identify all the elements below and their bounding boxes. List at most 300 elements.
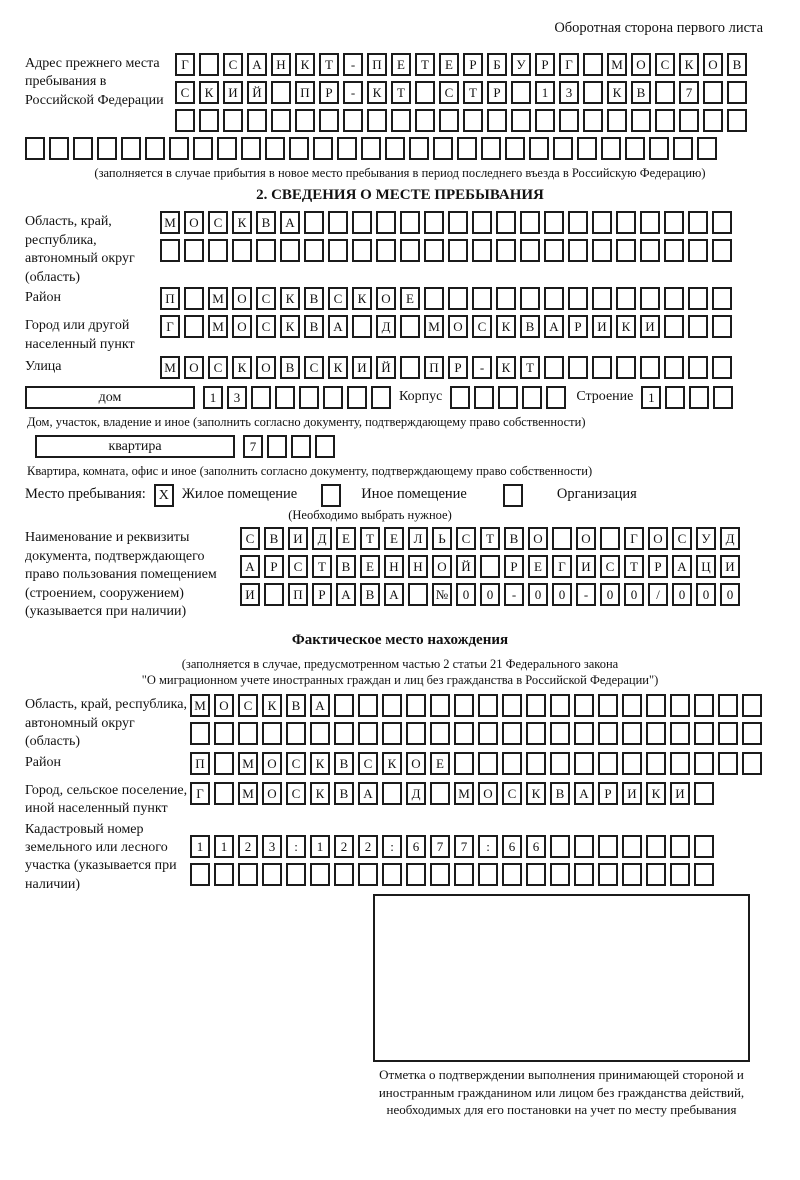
char-cell[interactable] <box>430 782 450 805</box>
char-cell[interactable] <box>646 835 666 858</box>
char-cell[interactable] <box>544 356 564 379</box>
char-cell[interactable]: В <box>727 53 747 76</box>
char-cell[interactable]: К <box>262 694 282 717</box>
char-cell[interactable] <box>616 287 636 310</box>
char-cell[interactable] <box>688 239 708 262</box>
char-cell[interactable]: - <box>343 53 363 76</box>
char-cell[interactable] <box>670 722 690 745</box>
char-cell[interactable] <box>526 694 546 717</box>
char-cell[interactable]: И <box>352 356 372 379</box>
char-cell[interactable]: О <box>262 782 282 805</box>
char-cell[interactable]: К <box>310 752 330 775</box>
char-cell[interactable]: А <box>384 583 404 606</box>
char-cell[interactable]: О <box>648 527 668 550</box>
char-cell[interactable]: Е <box>430 752 450 775</box>
char-cell[interactable] <box>406 863 426 886</box>
char-cell[interactable]: М <box>160 356 180 379</box>
char-cell[interactable]: А <box>336 583 356 606</box>
char-cell[interactable]: 7 <box>243 435 263 458</box>
char-cell[interactable] <box>199 109 219 132</box>
char-cell[interactable]: Й <box>376 356 396 379</box>
char-cell[interactable] <box>400 239 420 262</box>
char-cell[interactable] <box>553 137 573 160</box>
checkbox-zhiloe[interactable]: X <box>154 484 174 507</box>
char-cell[interactable] <box>472 211 492 234</box>
char-cell[interactable] <box>280 239 300 262</box>
char-cell[interactable] <box>334 863 354 886</box>
char-cell[interactable]: С <box>655 53 675 76</box>
char-cell[interactable]: Т <box>312 555 332 578</box>
char-cell[interactable]: К <box>646 782 666 805</box>
char-cell[interactable]: А <box>672 555 692 578</box>
char-cell[interactable] <box>664 239 684 262</box>
char-cell[interactable]: 1 <box>214 835 234 858</box>
char-cell[interactable] <box>184 315 204 338</box>
char-cell[interactable]: К <box>616 315 636 338</box>
char-cell[interactable] <box>583 109 603 132</box>
char-cell[interactable] <box>190 863 210 886</box>
char-cell[interactable] <box>646 694 666 717</box>
char-cell[interactable]: К <box>526 782 546 805</box>
char-cell[interactable]: И <box>670 782 690 805</box>
char-cell[interactable] <box>550 722 570 745</box>
char-cell[interactable]: О <box>214 694 234 717</box>
char-cell[interactable] <box>502 752 522 775</box>
char-cell[interactable] <box>631 109 651 132</box>
char-cell[interactable] <box>334 694 354 717</box>
char-cell[interactable] <box>214 863 234 886</box>
char-cell[interactable]: Р <box>463 53 483 76</box>
char-cell[interactable] <box>478 694 498 717</box>
char-cell[interactable] <box>625 137 645 160</box>
char-cell[interactable] <box>607 109 627 132</box>
checkbox-org[interactable] <box>503 484 523 507</box>
char-cell[interactable] <box>295 109 315 132</box>
char-cell[interactable] <box>544 287 564 310</box>
char-cell[interactable]: С <box>208 211 228 234</box>
char-cell[interactable]: О <box>376 287 396 310</box>
char-cell[interactable]: Г <box>559 53 579 76</box>
char-cell[interactable]: М <box>607 53 627 76</box>
char-cell[interactable]: Т <box>391 81 411 104</box>
char-cell[interactable] <box>712 287 732 310</box>
char-cell[interactable]: О <box>448 315 468 338</box>
char-cell[interactable]: С <box>328 287 348 310</box>
char-cell[interactable] <box>742 694 762 717</box>
char-cell[interactable] <box>315 435 335 458</box>
char-cell[interactable]: И <box>288 527 308 550</box>
char-cell[interactable]: Г <box>175 53 195 76</box>
char-cell[interactable] <box>454 752 474 775</box>
char-cell[interactable]: С <box>304 356 324 379</box>
char-cell[interactable] <box>376 211 396 234</box>
char-cell[interactable]: Т <box>520 356 540 379</box>
char-cell[interactable] <box>592 211 612 234</box>
char-cell[interactable] <box>352 315 372 338</box>
char-cell[interactable]: М <box>190 694 210 717</box>
char-cell[interactable] <box>574 722 594 745</box>
char-cell[interactable]: Ц <box>696 555 716 578</box>
char-cell[interactable]: В <box>334 752 354 775</box>
char-cell[interactable] <box>448 239 468 262</box>
char-cell[interactable] <box>358 722 378 745</box>
char-cell[interactable] <box>328 211 348 234</box>
char-cell[interactable]: Р <box>487 81 507 104</box>
char-cell[interactable] <box>640 287 660 310</box>
char-cell[interactable] <box>577 137 597 160</box>
char-cell[interactable]: С <box>288 555 308 578</box>
char-cell[interactable]: С <box>175 81 195 104</box>
char-cell[interactable] <box>529 137 549 160</box>
char-cell[interactable] <box>478 863 498 886</box>
char-cell[interactable]: И <box>240 583 260 606</box>
char-cell[interactable] <box>160 239 180 262</box>
char-cell[interactable]: 2 <box>238 835 258 858</box>
char-cell[interactable] <box>409 137 429 160</box>
char-cell[interactable] <box>358 863 378 886</box>
char-cell[interactable]: А <box>310 694 330 717</box>
char-cell[interactable]: О <box>232 287 252 310</box>
char-cell[interactable] <box>522 386 542 409</box>
char-cell[interactable] <box>598 722 618 745</box>
char-cell[interactable]: 1 <box>641 386 661 409</box>
char-cell[interactable]: Р <box>598 782 618 805</box>
char-cell[interactable] <box>694 694 714 717</box>
char-cell[interactable] <box>496 211 516 234</box>
char-cell[interactable] <box>175 109 195 132</box>
char-cell[interactable] <box>214 752 234 775</box>
char-cell[interactable]: Н <box>408 555 428 578</box>
char-cell[interactable] <box>400 356 420 379</box>
char-cell[interactable] <box>616 239 636 262</box>
char-cell[interactable] <box>688 356 708 379</box>
char-cell[interactable]: Л <box>408 527 428 550</box>
char-cell[interactable]: С <box>358 752 378 775</box>
char-cell[interactable] <box>217 137 237 160</box>
char-cell[interactable] <box>454 722 474 745</box>
char-cell[interactable] <box>310 863 330 886</box>
char-cell[interactable] <box>256 239 276 262</box>
char-cell[interactable] <box>511 109 531 132</box>
char-cell[interactable] <box>238 722 258 745</box>
char-cell[interactable] <box>480 555 500 578</box>
char-cell[interactable] <box>688 287 708 310</box>
char-cell[interactable]: Ь <box>432 527 452 550</box>
char-cell[interactable] <box>640 356 660 379</box>
char-cell[interactable] <box>502 863 522 886</box>
char-cell[interactable] <box>169 137 189 160</box>
char-cell[interactable]: Г <box>624 527 644 550</box>
char-cell[interactable]: П <box>190 752 210 775</box>
char-cell[interactable]: И <box>720 555 740 578</box>
char-cell[interactable]: В <box>336 555 356 578</box>
char-cell[interactable] <box>544 239 564 262</box>
char-cell[interactable] <box>382 863 402 886</box>
char-cell[interactable] <box>430 694 450 717</box>
char-cell[interactable] <box>424 239 444 262</box>
char-cell[interactable]: Е <box>528 555 548 578</box>
char-cell[interactable] <box>694 863 714 886</box>
char-cell[interactable] <box>670 752 690 775</box>
char-cell[interactable]: К <box>310 782 330 805</box>
char-cell[interactable] <box>472 287 492 310</box>
char-cell[interactable] <box>289 137 309 160</box>
char-cell[interactable] <box>546 386 566 409</box>
char-cell[interactable]: М <box>424 315 444 338</box>
char-cell[interactable]: 3 <box>227 386 247 409</box>
char-cell[interactable]: К <box>367 81 387 104</box>
char-cell[interactable] <box>262 863 282 886</box>
char-cell[interactable]: С <box>439 81 459 104</box>
char-cell[interactable] <box>190 722 210 745</box>
char-cell[interactable] <box>664 211 684 234</box>
char-cell[interactable]: К <box>232 211 252 234</box>
char-cell[interactable]: М <box>454 782 474 805</box>
char-cell[interactable]: А <box>247 53 267 76</box>
char-cell[interactable] <box>415 81 435 104</box>
char-cell[interactable] <box>568 287 588 310</box>
char-cell[interactable]: С <box>223 53 243 76</box>
char-cell[interactable]: А <box>280 211 300 234</box>
char-cell[interactable]: О <box>703 53 723 76</box>
char-cell[interactable]: 1 <box>203 386 223 409</box>
char-cell[interactable] <box>184 239 204 262</box>
char-cell[interactable]: В <box>304 315 324 338</box>
char-cell[interactable] <box>694 835 714 858</box>
char-cell[interactable] <box>670 694 690 717</box>
char-cell[interactable] <box>727 109 747 132</box>
char-cell[interactable] <box>352 239 372 262</box>
char-cell[interactable]: 6 <box>502 835 522 858</box>
char-cell[interactable]: Р <box>319 81 339 104</box>
char-cell[interactable] <box>727 81 747 104</box>
char-cell[interactable] <box>622 752 642 775</box>
char-cell[interactable]: 1 <box>190 835 210 858</box>
char-cell[interactable]: К <box>295 53 315 76</box>
char-cell[interactable] <box>145 137 165 160</box>
char-cell[interactable] <box>502 694 522 717</box>
char-cell[interactable]: Т <box>624 555 644 578</box>
char-cell[interactable]: М <box>160 211 180 234</box>
char-cell[interactable]: Е <box>360 555 380 578</box>
char-cell[interactable]: М <box>238 782 258 805</box>
char-cell[interactable] <box>73 137 93 160</box>
char-cell[interactable] <box>640 211 660 234</box>
char-cell[interactable]: С <box>456 527 476 550</box>
char-cell[interactable] <box>712 211 732 234</box>
char-cell[interactable] <box>214 782 234 805</box>
char-cell[interactable]: : <box>382 835 402 858</box>
char-cell[interactable] <box>367 109 387 132</box>
char-cell[interactable] <box>742 752 762 775</box>
char-cell[interactable]: 0 <box>480 583 500 606</box>
char-cell[interactable]: О <box>184 356 204 379</box>
char-cell[interactable] <box>713 386 733 409</box>
char-cell[interactable] <box>361 137 381 160</box>
char-cell[interactable]: Г <box>160 315 180 338</box>
char-cell[interactable]: Е <box>439 53 459 76</box>
char-cell[interactable] <box>646 863 666 886</box>
char-cell[interactable]: О <box>631 53 651 76</box>
char-cell[interactable]: Д <box>312 527 332 550</box>
char-cell[interactable] <box>550 835 570 858</box>
char-cell[interactable] <box>550 863 570 886</box>
char-cell[interactable]: 0 <box>720 583 740 606</box>
char-cell[interactable] <box>382 722 402 745</box>
char-cell[interactable] <box>376 239 396 262</box>
char-cell[interactable]: 3 <box>262 835 282 858</box>
char-cell[interactable] <box>343 109 363 132</box>
char-cell[interactable]: О <box>262 752 282 775</box>
char-cell[interactable] <box>520 239 540 262</box>
char-cell[interactable]: В <box>280 356 300 379</box>
char-cell[interactable]: И <box>576 555 596 578</box>
char-cell[interactable] <box>97 137 117 160</box>
char-cell[interactable] <box>184 287 204 310</box>
char-cell[interactable]: - <box>504 583 524 606</box>
char-cell[interactable] <box>742 722 762 745</box>
char-cell[interactable] <box>454 694 474 717</box>
char-cell[interactable] <box>703 109 723 132</box>
char-cell[interactable] <box>358 694 378 717</box>
char-cell[interactable] <box>424 211 444 234</box>
char-cell[interactable]: 0 <box>456 583 476 606</box>
char-cell[interactable] <box>415 109 435 132</box>
char-cell[interactable] <box>310 722 330 745</box>
char-cell[interactable]: С <box>472 315 492 338</box>
char-cell[interactable] <box>574 863 594 886</box>
char-cell[interactable] <box>347 386 367 409</box>
char-cell[interactable]: 0 <box>552 583 572 606</box>
char-cell[interactable] <box>275 386 295 409</box>
char-cell[interactable]: Г <box>552 555 572 578</box>
char-cell[interactable] <box>550 694 570 717</box>
char-cell[interactable] <box>600 527 620 550</box>
char-cell[interactable]: В <box>520 315 540 338</box>
char-cell[interactable] <box>439 109 459 132</box>
char-cell[interactable] <box>694 722 714 745</box>
char-cell[interactable] <box>583 53 603 76</box>
char-cell[interactable]: Г <box>190 782 210 805</box>
char-cell[interactable] <box>472 239 492 262</box>
char-cell[interactable]: С <box>672 527 692 550</box>
char-cell[interactable] <box>457 137 477 160</box>
char-cell[interactable]: О <box>576 527 596 550</box>
char-cell[interactable]: / <box>648 583 668 606</box>
char-cell[interactable]: О <box>432 555 452 578</box>
char-cell[interactable] <box>304 211 324 234</box>
char-cell[interactable] <box>430 722 450 745</box>
char-cell[interactable] <box>232 239 252 262</box>
char-cell[interactable] <box>498 386 518 409</box>
char-cell[interactable] <box>712 356 732 379</box>
char-cell[interactable]: Е <box>400 287 420 310</box>
char-cell[interactable]: 6 <box>406 835 426 858</box>
char-cell[interactable] <box>400 211 420 234</box>
char-cell[interactable] <box>241 137 261 160</box>
char-cell[interactable] <box>622 863 642 886</box>
char-cell[interactable]: 1 <box>310 835 330 858</box>
char-cell[interactable]: 7 <box>454 835 474 858</box>
char-cell[interactable]: - <box>343 81 363 104</box>
char-cell[interactable] <box>496 287 516 310</box>
char-cell[interactable]: 0 <box>600 583 620 606</box>
char-cell[interactable]: У <box>511 53 531 76</box>
char-cell[interactable] <box>193 137 213 160</box>
char-cell[interactable] <box>670 835 690 858</box>
char-cell[interactable] <box>592 287 612 310</box>
char-cell[interactable]: П <box>288 583 308 606</box>
char-cell[interactable]: П <box>367 53 387 76</box>
char-cell[interactable] <box>430 863 450 886</box>
char-cell[interactable] <box>574 752 594 775</box>
char-cell[interactable] <box>718 694 738 717</box>
char-cell[interactable] <box>424 287 444 310</box>
char-cell[interactable]: Н <box>271 53 291 76</box>
char-cell[interactable] <box>371 386 391 409</box>
char-cell[interactable] <box>502 722 522 745</box>
char-cell[interactable] <box>622 694 642 717</box>
char-cell[interactable]: Р <box>312 583 332 606</box>
char-cell[interactable]: Й <box>456 555 476 578</box>
char-cell[interactable]: В <box>360 583 380 606</box>
char-cell[interactable]: № <box>432 583 452 606</box>
char-cell[interactable]: А <box>358 782 378 805</box>
char-cell[interactable]: Д <box>406 782 426 805</box>
char-cell[interactable] <box>262 722 282 745</box>
char-cell[interactable] <box>688 211 708 234</box>
char-cell[interactable] <box>25 137 45 160</box>
char-cell[interactable] <box>718 722 738 745</box>
char-cell[interactable]: В <box>334 782 354 805</box>
char-cell[interactable] <box>328 239 348 262</box>
char-cell[interactable]: Е <box>336 527 356 550</box>
char-cell[interactable] <box>496 239 516 262</box>
char-cell[interactable] <box>601 137 621 160</box>
char-cell[interactable] <box>718 752 738 775</box>
char-cell[interactable] <box>334 722 354 745</box>
char-cell[interactable] <box>478 752 498 775</box>
char-cell[interactable] <box>526 863 546 886</box>
char-cell[interactable]: Й <box>247 81 267 104</box>
char-cell[interactable]: О <box>184 211 204 234</box>
char-cell[interactable]: П <box>295 81 315 104</box>
char-cell[interactable] <box>121 137 141 160</box>
char-cell[interactable] <box>286 863 306 886</box>
char-cell[interactable] <box>478 722 498 745</box>
char-cell[interactable]: К <box>280 287 300 310</box>
char-cell[interactable] <box>454 863 474 886</box>
char-cell[interactable]: : <box>478 835 498 858</box>
char-cell[interactable] <box>267 435 287 458</box>
char-cell[interactable] <box>574 835 594 858</box>
char-cell[interactable] <box>271 81 291 104</box>
char-cell[interactable]: Т <box>480 527 500 550</box>
char-cell[interactable]: Р <box>504 555 524 578</box>
char-cell[interactable]: К <box>352 287 372 310</box>
char-cell[interactable]: В <box>550 782 570 805</box>
char-cell[interactable] <box>511 81 531 104</box>
char-cell[interactable] <box>664 356 684 379</box>
char-cell[interactable]: С <box>286 752 306 775</box>
char-cell[interactable]: А <box>328 315 348 338</box>
char-cell[interactable]: И <box>640 315 660 338</box>
char-cell[interactable]: Р <box>535 53 555 76</box>
char-cell[interactable] <box>251 386 271 409</box>
char-cell[interactable]: Р <box>648 555 668 578</box>
char-cell[interactable] <box>286 722 306 745</box>
char-cell[interactable]: М <box>208 287 228 310</box>
